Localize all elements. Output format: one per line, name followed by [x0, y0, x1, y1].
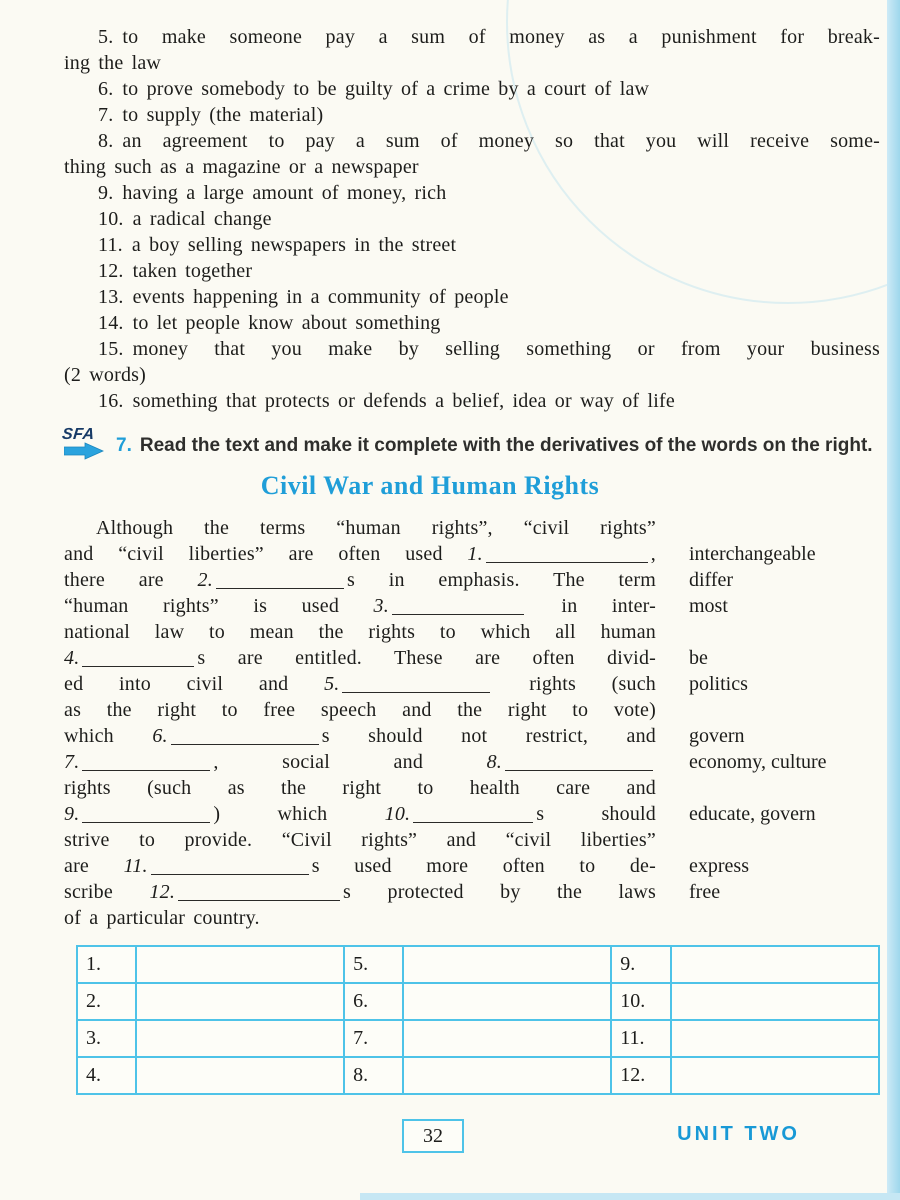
- definition-line: 14. to let people know about something: [98, 312, 441, 334]
- definition-number: 9.: [98, 182, 114, 204]
- passage-text: [64, 723, 656, 749]
- passage-text: [64, 905, 656, 931]
- derivative-word: interchangeable: [689, 543, 816, 565]
- derivative-word: govern: [689, 725, 745, 747]
- fill-in-blank: [505, 758, 653, 771]
- passage-fragment: which: [64, 725, 153, 747]
- passage-fragment: ,: [650, 543, 656, 565]
- definition-line: 16. something that protects or defends a belief, idea or way of life: [98, 390, 675, 412]
- fill-in-blank: [342, 680, 490, 693]
- definition-number: 11.: [98, 234, 123, 256]
- definition-line: 11. a boy selling newspapers in the street: [98, 234, 457, 256]
- passage-line: [64, 515, 880, 541]
- definition-number: 10.: [98, 208, 124, 230]
- blank-number: 8.: [486, 751, 502, 773]
- passage-fragment: , social and: [213, 751, 487, 773]
- passage-text: [64, 671, 656, 697]
- answer-number-cell: 5.: [344, 946, 403, 983]
- fill-in-blank: [178, 888, 340, 901]
- answer-table: [76, 945, 880, 1095]
- answer-cell: [403, 983, 611, 1020]
- answer-number-cell: 12.: [611, 1057, 671, 1094]
- passage-text: [64, 697, 656, 723]
- passage-line: [64, 827, 880, 853]
- page-edge-band-bottom: [360, 1193, 900, 1200]
- derivative-word: educate, govern: [689, 803, 816, 825]
- definition-line: 6. to prove somebody to be guilty of a crime by a court of law: [98, 78, 650, 100]
- definition-number: 15.: [98, 338, 124, 360]
- fill-in-blank: [82, 758, 210, 771]
- definition-line: 8. an agreement to pay a sum of money so that you will receive some-: [98, 130, 880, 152]
- passage-title: Civil War and Human Rights: [260, 471, 600, 500]
- definition-line: ing the law: [64, 52, 162, 74]
- answer-cell: [136, 1020, 344, 1057]
- table-row: [77, 983, 879, 1020]
- passage-fragment: s are entitled. These are often divid-: [197, 647, 656, 669]
- blank-number: 10.: [384, 803, 411, 825]
- derivative-word: free: [689, 881, 721, 903]
- passage-fragment: Although the terms “human rights”, “civil rights”: [96, 517, 656, 539]
- blank-number: 12.: [149, 881, 176, 903]
- passage-text: [64, 801, 656, 827]
- passage-fragment: s should not restrict, and: [321, 725, 656, 747]
- answer-cell: [136, 983, 344, 1020]
- passage-fragment: s protected by the laws: [343, 881, 657, 903]
- passage-fragment: s in emphasis. The term: [346, 569, 656, 591]
- answer-cell: [403, 946, 611, 983]
- passage-fragment: scribe: [64, 881, 150, 903]
- passage-fragment: of a particular country.: [64, 907, 260, 929]
- passage-line: [64, 801, 880, 827]
- task-number: 7.: [116, 435, 132, 456]
- passage-fragment: as the right to free speech and the right to vote): [64, 699, 656, 721]
- answer-number-cell: 6.: [344, 983, 403, 1020]
- definition-line: 7. to supply (the material): [98, 104, 324, 126]
- passage-fragment: in inter-: [526, 595, 656, 617]
- answer-cell: [136, 946, 344, 983]
- passage-text: [64, 645, 656, 671]
- right-arrow-icon: [64, 442, 104, 460]
- passage-line: [64, 905, 880, 931]
- passage-line: [64, 593, 880, 619]
- passage-line: [64, 567, 880, 593]
- passage-text: [64, 567, 656, 593]
- passage: [64, 515, 880, 931]
- passage-line: [64, 879, 880, 905]
- unit-label: UNIT TWO: [677, 1123, 800, 1145]
- fill-in-blank: [216, 576, 344, 589]
- table-row: [77, 1057, 879, 1094]
- fill-in-blank: [151, 862, 309, 875]
- definition-line: thing such as a magazine or a newspaper: [64, 156, 419, 178]
- definition-number: 12.: [98, 260, 124, 282]
- definition-number: 14.: [98, 312, 124, 334]
- passage-line: [64, 749, 880, 775]
- sfa-logo-text: SFA: [61, 426, 96, 443]
- sfa-arrow-icon: [62, 426, 110, 460]
- answer-cell: [403, 1057, 611, 1094]
- table-row: [77, 946, 879, 983]
- answer-number-cell: 10.: [611, 983, 671, 1020]
- definition-number: 8.: [98, 130, 114, 152]
- definition-line: 5. to make someone pay a sum of money as a punishment for break-: [98, 26, 880, 48]
- passage-line: [64, 541, 880, 567]
- passage-fragment: and “civil liberties” are often used: [64, 543, 468, 565]
- passage-text: [64, 775, 656, 801]
- answer-number-cell: 2.: [77, 983, 136, 1020]
- task-instruction-text: Read the text and make it complete with the derivatives of the words on the right.: [139, 435, 873, 456]
- definition-line: 13. events happening in a community of people: [98, 286, 509, 308]
- definition-line: (2 words): [64, 364, 147, 386]
- passage-fragment: “human rights” is used: [64, 595, 374, 617]
- definitions-list: [64, 24, 880, 414]
- blank-number: 3.: [373, 595, 389, 617]
- answer-number-cell: 11.: [611, 1020, 671, 1057]
- definition-number: 7.: [98, 104, 114, 126]
- definition-number: 5.: [98, 26, 114, 48]
- answer-number-cell: 3.: [77, 1020, 136, 1057]
- answer-cell: [671, 1020, 879, 1057]
- passage-fragment: ed into civil and: [64, 673, 325, 695]
- passage-fragment: s used more often to de-: [311, 855, 656, 877]
- definition-line: 10. a radical change: [98, 208, 272, 230]
- passage-line: [64, 697, 880, 723]
- passage-text: [64, 541, 656, 567]
- answer-cell: [136, 1057, 344, 1094]
- fill-in-blank: [392, 602, 524, 615]
- fill-in-blank: [82, 810, 210, 823]
- definition-line: 12. taken together: [98, 260, 253, 282]
- passage-text: [64, 879, 656, 905]
- blank-number: 7.: [64, 751, 80, 773]
- passage-fragment: are: [64, 855, 124, 877]
- blank-number: 1.: [467, 543, 483, 565]
- answer-cell: [671, 946, 879, 983]
- passage-line: [64, 645, 880, 671]
- fill-in-blank: [413, 810, 533, 823]
- table-row: [77, 1020, 879, 1057]
- blank-number: 4.: [64, 647, 80, 669]
- answer-number-cell: 4.: [77, 1057, 136, 1094]
- page-number: 32: [402, 1119, 464, 1153]
- passage-text: [64, 853, 656, 879]
- passage-line: [64, 619, 880, 645]
- passage-text: [64, 593, 656, 619]
- definition-number: 16.: [98, 390, 124, 412]
- definition-number: 13.: [98, 286, 124, 308]
- passage-text: [64, 515, 656, 541]
- task-instruction: [64, 432, 880, 459]
- passage-line: [64, 853, 880, 879]
- passage-line: [64, 775, 880, 801]
- passage-text: [64, 749, 656, 775]
- blank-number: 5.: [324, 673, 340, 695]
- page-footer: [64, 1119, 880, 1159]
- derivative-word: differ: [689, 569, 734, 591]
- derivative-word: be: [689, 647, 708, 669]
- derivative-word: express: [689, 855, 749, 877]
- derivative-word: most: [689, 595, 728, 617]
- answer-cell: [403, 1020, 611, 1057]
- answer-number-cell: 8.: [344, 1057, 403, 1094]
- passage-fragment: rights (such: [493, 673, 656, 695]
- definition-line: 9. having a large amount of money, rich: [98, 182, 447, 204]
- passage-line: [64, 671, 880, 697]
- fill-in-blank: [486, 550, 648, 563]
- derivative-word: economy, culture: [689, 751, 827, 773]
- blank-number: 11.: [123, 855, 148, 877]
- passage-text: [64, 827, 656, 853]
- answer-number-cell: 9.: [611, 946, 671, 983]
- passage-fragment: national law to mean the rights to which all human: [64, 621, 656, 643]
- fill-in-blank: [171, 732, 319, 745]
- fill-in-blank: [82, 654, 194, 667]
- passage-fragment: strive to provide. “Civil rights” and “civil liberties”: [64, 829, 656, 851]
- passage-line: [64, 723, 880, 749]
- blank-number: 2.: [197, 569, 213, 591]
- blank-number: 6.: [152, 725, 168, 747]
- definition-number: 6.: [98, 78, 114, 100]
- passage-fragment: s should: [536, 803, 656, 825]
- derivative-word: politics: [689, 673, 748, 695]
- answer-number-cell: 1.: [77, 946, 136, 983]
- definition-line: 15. money that you make by selling something or from your business: [98, 338, 880, 360]
- passage-fragment: there are: [64, 569, 198, 591]
- answer-cell: [671, 983, 879, 1020]
- answer-table-body: [77, 946, 879, 1094]
- task-7: [61, 426, 880, 459]
- passage-fragment: ) which: [213, 803, 385, 825]
- answer-number-cell: 7.: [344, 1020, 403, 1057]
- passage-text: [64, 619, 656, 645]
- passage-fragment: rights (such as the right to health care and: [64, 777, 656, 799]
- blank-number: 9.: [64, 803, 80, 825]
- answer-cell: [671, 1057, 879, 1094]
